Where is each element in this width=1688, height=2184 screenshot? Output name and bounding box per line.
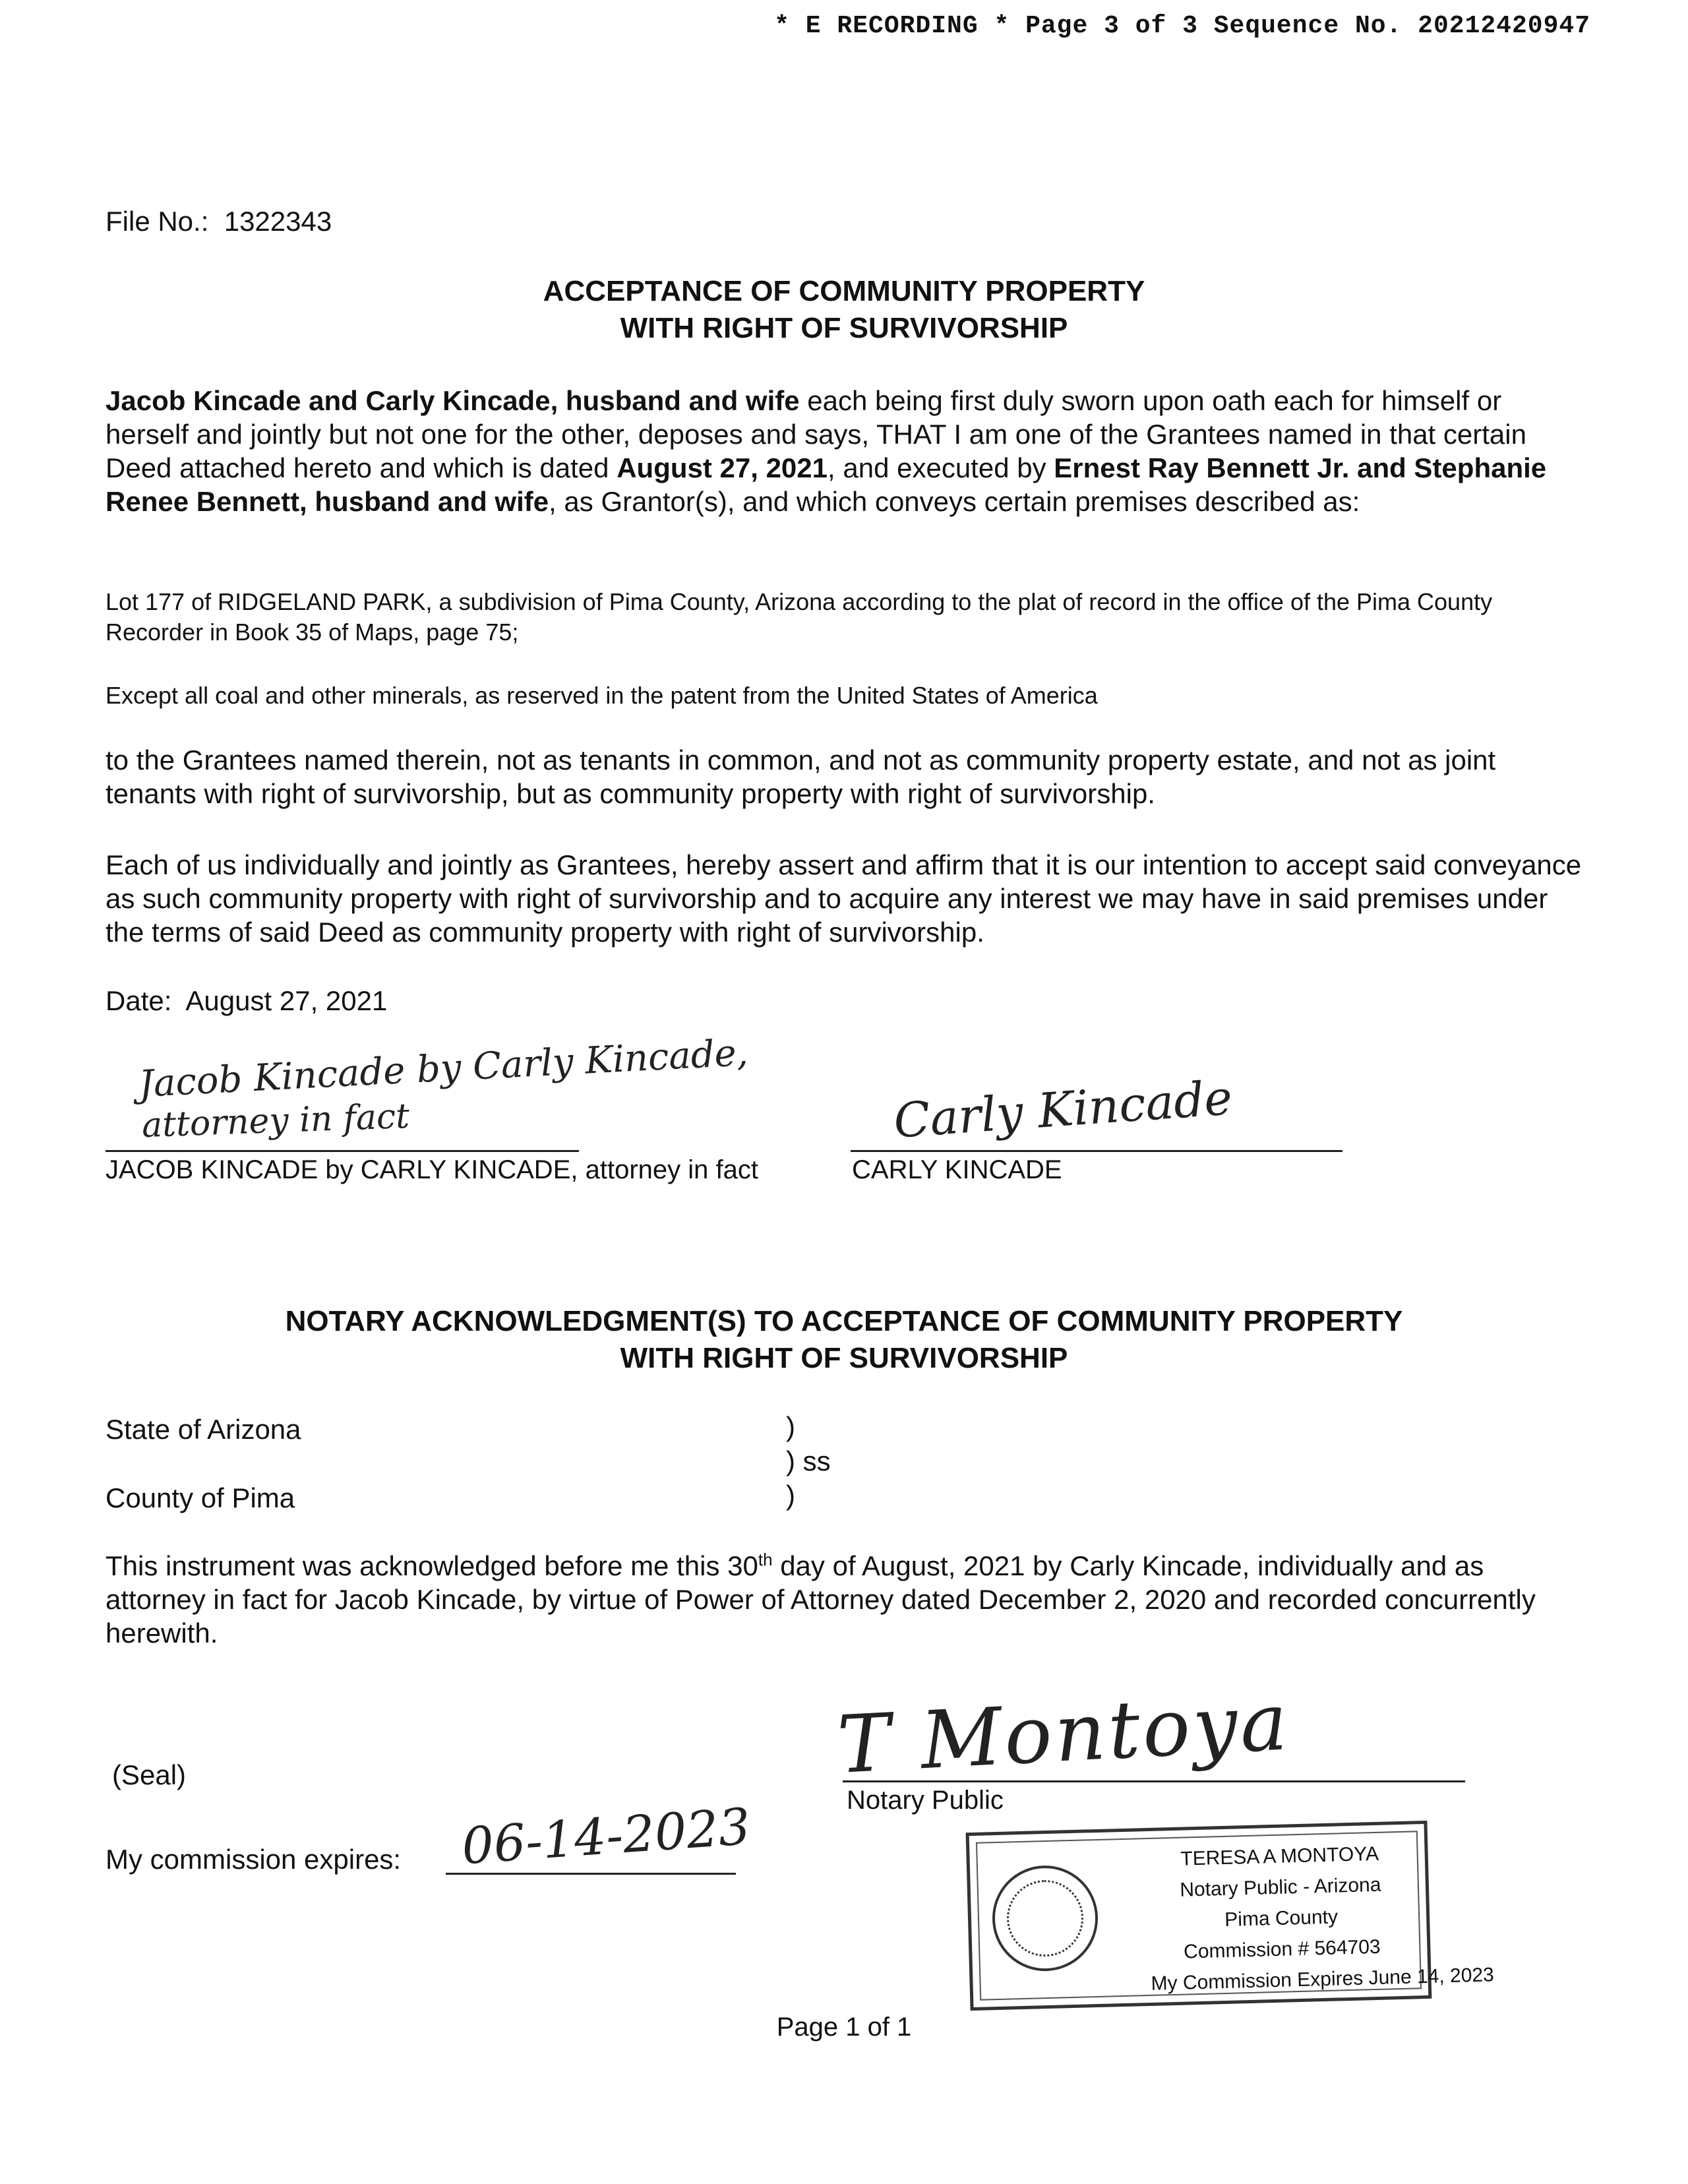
intro-text-3: , as Grantor(s), and which conveys certain premises described as: (549, 486, 1360, 517)
arizona-seal-ring (1006, 1879, 1085, 1958)
deed-date: August 27, 2021 (617, 452, 828, 483)
stamp-title: Notary Public - Arizona (1179, 1873, 1381, 1901)
carly-signature: Carly Kincade (891, 1070, 1234, 1149)
title-line-2: WITH RIGHT OF SURVIVORSHIP (620, 312, 1068, 344)
grantors-names: Ernest Ray Bennett Jr. and Stephanie Renee Bennett, husband and wife (106, 452, 1547, 517)
carly-signature-line (851, 1150, 1342, 1152)
notary-title (0, 1303, 1688, 1377)
legal-description-exception: Except all coal and other minerals, as reserved in the patent from the United States of America (106, 682, 1098, 709)
venue-paren-3: ) (786, 1480, 795, 1511)
notary-stamp-text (1147, 1838, 1495, 1999)
page-footer: Page 1 of 1 (776, 2013, 912, 2042)
jacob-signature-caption: JACOB KINCADE by CARLY KINCADE, attorney in fact (106, 1155, 758, 1184)
intro-text-1: each being first duly sworn upon oath each for himself or herself and jointly but not one for the other, deposes and says, THAT I am one of the Grantees named in that certain Deed attached hereto and which is dated (106, 385, 1526, 483)
stamp-commission: Commission # 564703 (1183, 1935, 1381, 1963)
notary-stamp (966, 1821, 1495, 2011)
jacob-signature-line-1: Jacob Kincade by Carly Kincade, (137, 1031, 749, 1107)
venue-paren-1: ) (786, 1411, 795, 1442)
file-number (106, 206, 332, 237)
jacob-signature-line (106, 1150, 579, 1152)
jacob-signature-line-2: attorney in fact (141, 1096, 410, 1146)
stamp-county: Pima County (1224, 1906, 1339, 1931)
stamp-expires: My Commission Expires June 14, 2023 (1151, 1964, 1495, 1995)
notary-signature: T Montoya (835, 1676, 1292, 1792)
venue-state: State of Arizona (106, 1414, 301, 1445)
signing-date (106, 985, 387, 1017)
commission-expires-label: My commission expires: (106, 1844, 402, 1875)
commission-expires-handwritten: 06-14-2023 (460, 1796, 752, 1876)
ack-text-1: This instrument was acknowledged before me this 30 (106, 1550, 758, 1581)
affirmation-paragraph: Each of us individually and jointly as Grantees, hereby assert and affirm that it is our intention to accept said conveyance as such community property with right of survivorship and to acquire any interest we may have in said premises under the terms of said Deed as community property with right of survivorship. (106, 849, 1582, 948)
intro-paragraph (106, 384, 1582, 518)
commission-expires-line (446, 1873, 736, 1875)
venue-ss: ) ss (786, 1445, 831, 1476)
file-number-value: 1322343 (224, 206, 332, 237)
date-value: August 27, 2021 (185, 985, 388, 1016)
document-title (0, 273, 1688, 347)
stamp-name: TERESA A MONTOYA (1180, 1842, 1379, 1870)
seal-label: (Seal) (112, 1759, 187, 1790)
carly-signature-caption: CARLY KINCADE (852, 1155, 1062, 1184)
venue-county: County of Pima (106, 1482, 295, 1513)
title-line-1: ACCEPTANCE OF COMMUNITY PROPERTY (543, 275, 1145, 307)
notary-title-line-1: NOTARY ACKNOWLEDGMENT(S) TO ACCEPTANCE OF COMMUNITY PROPERTY (285, 1305, 1403, 1337)
recording-header: * E RECORDING * Page 3 of 3 Sequence No. 20212420947 (774, 12, 1590, 40)
date-label: Date: (106, 985, 172, 1016)
ack-superscript: th (758, 1550, 773, 1569)
ack-text-2: day of August, 2021 by Carly Kincade, individually and as attorney in fact for Jacob Kincade, by virtue of Power of Attorney dated December 2, 2020 and recorded concurrently herewith. (106, 1550, 1536, 1649)
notary-signature-line (843, 1780, 1465, 1782)
acknowledgment-paragraph (106, 1543, 1582, 1650)
conveyance-paragraph: to the Grantees named therein, not as tenants in common, and not as community property estate, and not as joint tenants with right of survivorship, but as community property with right of survivorship. (106, 744, 1496, 809)
file-number-label: File No.: (106, 206, 209, 237)
legal-description-lot: Lot 177 of RIDGELAND PARK, a subdivision of Pima County, Arizona according to the plat of record in the office of the Pima County Recorder in Book 35 of Maps, page 75; (106, 588, 1493, 646)
grantees-names: Jacob Kincade and Carly Kincade, husband and wife (106, 385, 800, 416)
notary-title-line-2: WITH RIGHT OF SURVIVORSHIP (620, 1342, 1068, 1374)
notary-public-label: Notary Public (847, 1786, 1004, 1815)
intro-text-2: , and executed by (828, 452, 1054, 483)
